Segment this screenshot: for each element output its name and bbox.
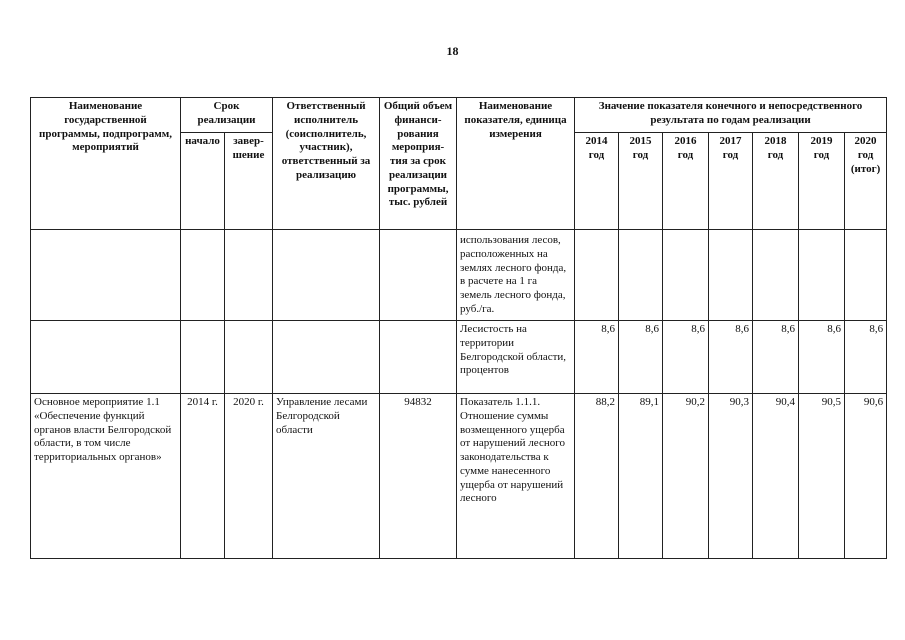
value-cell: 8,6 xyxy=(845,321,887,394)
header-term-start: начало xyxy=(181,133,225,230)
value-cell: 90,4 xyxy=(753,394,799,559)
year-label: 2020 xyxy=(854,135,877,147)
table-row xyxy=(31,321,887,394)
header-year-2018 xyxy=(753,133,799,230)
page-number: 18 xyxy=(446,44,459,58)
funding-cell: 94832 xyxy=(380,394,457,559)
program-cell xyxy=(31,321,181,394)
year-unit: год xyxy=(722,148,739,161)
indicator-cell: использования лесов, расположенных на землях лесного фонда, в расчете на 1 га земель лесного фонда, руб./га. xyxy=(457,230,575,321)
value-cell: 8,6 xyxy=(799,321,845,394)
year-label: 2014 xyxy=(585,135,608,147)
end-cell xyxy=(225,321,273,394)
value-cell: 8,6 xyxy=(709,321,753,394)
year-label: 2016 xyxy=(674,135,697,147)
table-row xyxy=(31,394,887,559)
header-year-2017 xyxy=(709,133,753,230)
year-unit: год xyxy=(767,148,784,161)
value-cell xyxy=(845,230,887,321)
value-cell xyxy=(753,230,799,321)
year-label: 2019 xyxy=(810,135,833,147)
end-cell: 2020 г. xyxy=(225,394,273,559)
header-term: Срок реализации xyxy=(181,98,273,133)
value-cell: 88,2 xyxy=(575,394,619,559)
start-cell xyxy=(181,321,225,394)
responsible-cell: Управление лесами Белгородской области xyxy=(273,394,380,559)
indicator-cell: Показатель 1.1.1. Отношение суммы возмещенного ущерба от нарушений лесного законодательства к сумме нанесенного ущерба от нарушений лесного xyxy=(457,394,575,559)
year-label: 2018 xyxy=(764,135,787,147)
header-responsible: Ответственный исполнитель (соисполнитель, участник), ответственный за реализацию xyxy=(273,98,380,230)
header-year-2015 xyxy=(619,133,663,230)
year-unit: год xyxy=(813,148,830,161)
value-cell: 8,6 xyxy=(753,321,799,394)
value-cell xyxy=(709,230,753,321)
year-unit: год (итог) xyxy=(850,148,881,175)
value-cell xyxy=(663,230,709,321)
responsible-cell xyxy=(273,230,380,321)
funding-cell xyxy=(380,321,457,394)
year-unit: год xyxy=(588,148,605,161)
header-program-name: Наименование государственной программы, подпрограмм, мероприятий xyxy=(31,98,181,230)
header-year-2020 xyxy=(845,133,887,230)
value-cell: 8,6 xyxy=(663,321,709,394)
value-cell: 90,3 xyxy=(709,394,753,559)
value-cell: 89,1 xyxy=(619,394,663,559)
header-year-2014 xyxy=(575,133,619,230)
program-cell: Основное мероприятие 1.1 «Обеспечение функций органов власти Белгородской области, в том числе территориальных органов» xyxy=(31,394,181,559)
program-cell xyxy=(31,230,181,321)
funding-cell xyxy=(380,230,457,321)
year-unit: год xyxy=(677,148,694,161)
header-year-2016 xyxy=(663,133,709,230)
value-cell xyxy=(575,230,619,321)
value-cell: 90,2 xyxy=(663,394,709,559)
year-label: 2017 xyxy=(719,135,742,147)
start-cell xyxy=(181,230,225,321)
start-cell: 2014 г. xyxy=(181,394,225,559)
value-cell: 8,6 xyxy=(575,321,619,394)
header-indicator-values: Значение показателя конечного и непосредственного результата по годам реализации xyxy=(575,98,887,133)
header-row-1 xyxy=(31,98,887,133)
header-total-funding: Общий объем финанси-рования мероприя-тия за срок реализации программы, тыс. рублей xyxy=(380,98,457,230)
value-cell: 90,6 xyxy=(845,394,887,559)
header-term-end: завер-шение xyxy=(225,133,273,230)
table-row xyxy=(31,230,887,321)
value-cell: 8,6 xyxy=(619,321,663,394)
header-year-2019 xyxy=(799,133,845,230)
end-cell xyxy=(225,230,273,321)
value-cell xyxy=(619,230,663,321)
value-cell xyxy=(799,230,845,321)
program-table xyxy=(30,97,887,559)
responsible-cell xyxy=(273,321,380,394)
header-indicator-name: Наименование показателя, единица измерения xyxy=(457,98,575,230)
indicator-cell: Лесистость на территории Белгородской области, процентов xyxy=(457,321,575,394)
year-label: 2015 xyxy=(629,135,652,147)
value-cell: 90,5 xyxy=(799,394,845,559)
year-unit: год xyxy=(632,148,649,161)
